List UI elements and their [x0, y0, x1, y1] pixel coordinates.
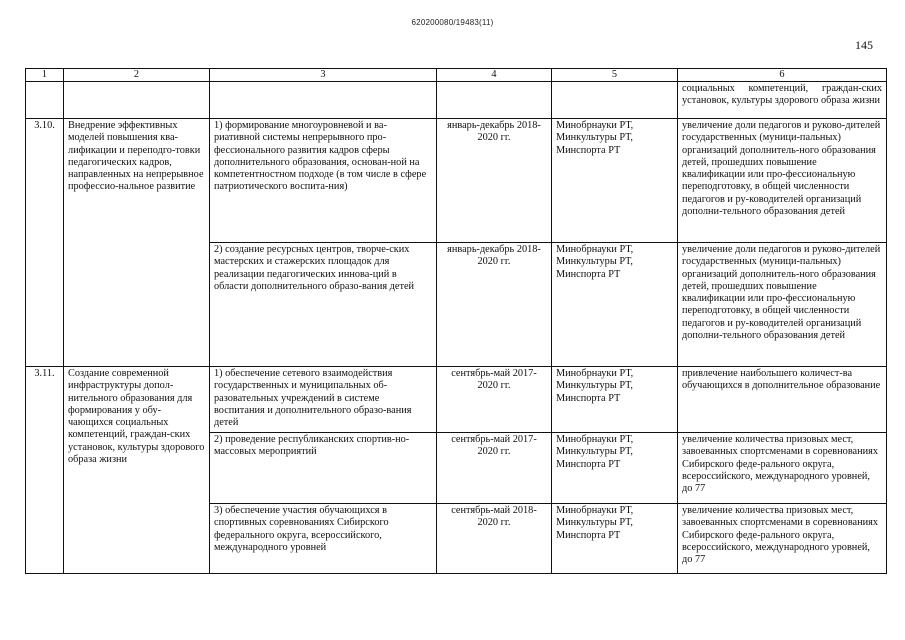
result-cell: увеличение количества призовых мест, завоеванных спортсменами в соревнованиях Сибирского феде-рального округа, всероссийского, международного уровней, до 77: [678, 504, 887, 574]
measure-cell: 1) обеспечение сетевого взаимодействия государственных и муниципальных об-разовательных учреждений в системе воспитания и дополнительного образо-вания детей: [210, 367, 437, 433]
executors-cell: Минобрнауки РТ, Минкультуры РТ, Минспорта РТ: [552, 504, 678, 574]
measure-cell: 1) формирование многоуровневой и ва-риативной системы непрерывного про-фессионального развития кадров сферы дополнительного образования, основан-ной на компетентностном подходе (в том числе в сфере патриотического воспита-ния): [210, 119, 437, 243]
activity-name: Внедрение эффективных моделей повышения ква-лификации и переподго-товки педагогических кадров, направленных на непрерывное профессио-нальное развитие: [64, 119, 210, 367]
period-cell: сентябрь-май 2017-2020 гг.: [437, 433, 552, 504]
plan-table: [25, 68, 887, 574]
table-row: [26, 119, 887, 243]
executors-cell: Минобрнауки РТ, Минкультуры РТ, Минспорта РТ: [552, 119, 678, 243]
result-cell: увеличение доли педагогов и руково-дителей государственных (муници-пальных) организаций дополнитель-ного образования детей, прошедших повышение квалификации или про-фессиональную переподготовку, в общей численности педагогов и ру-ководителей организаций дополни-тельного образования детей: [678, 243, 887, 367]
column-number-row: [26, 69, 887, 82]
item-number: 3.11.: [26, 367, 64, 574]
column-header: 4: [437, 69, 552, 82]
measure-cell: 2) создание ресурсных центров, творче-ских мастерских и стажерских площадок для реализации педагогических иннова-ций в области дополнительного образо-вания детей: [210, 243, 437, 367]
continuation-row: [26, 82, 887, 119]
column-header: 5: [552, 69, 678, 82]
executors-cell: Минобрнауки РТ, Минкультуры РТ, Минспорта РТ: [552, 367, 678, 433]
period-cell: январь-декабрь 2018-2020 гг.: [437, 243, 552, 367]
result-cell: привлечение наибольшего количест-ва обучающихся в дополнительное образование: [678, 367, 887, 433]
column-header: 6: [678, 69, 887, 82]
result-cell: увеличение количества призовых мест, завоеванных спортсменами в соревнованиях Сибирского феде-рального округа, всероссийского, международного уровней, до 77: [678, 433, 887, 504]
period-cell: сентябрь-май 2017-2020 гг.: [437, 367, 552, 433]
table-cell: [26, 82, 64, 119]
table-cell: [64, 82, 210, 119]
column-header: 3: [210, 69, 437, 82]
measure-cell: 3) обеспечение участия обучающихся в спортивных соревнованиях Сибирского федерального округа, всероссийского, международного уровней: [210, 504, 437, 574]
measure-cell: 2) проведение республиканских спортив-но-массовых мероприятий: [210, 433, 437, 504]
page-number: 145: [855, 38, 873, 52]
result-cell: увеличение доли педагогов и руково-дителей государственных (муници-пальных) организаций дополнитель-ного образования детей, прошедших повышение квалификации или про-фессиональную переподготовку, в общей численности педагогов и ру-ководителей организаций дополни-тельного образования детей: [678, 119, 887, 243]
column-header: 2: [64, 69, 210, 82]
period-cell: сентябрь-май 2018-2020 гг.: [437, 504, 552, 574]
column-header: 1: [26, 69, 64, 82]
document-code: 620200080/19483(11): [411, 18, 494, 27]
table-cell: [210, 82, 437, 119]
executors-cell: Минобрнауки РТ, Минкультуры РТ, Минспорта РТ: [552, 243, 678, 367]
period-cell: январь-декабрь 2018-2020 гг.: [437, 119, 552, 243]
activity-name: Создание современной инфраструктуры допол-нительного образования для формирования у обу-чающихся социальных компетенций, граждан-ских установок, культуры здорового образа жизни: [64, 367, 210, 574]
table-cell: [552, 82, 678, 119]
item-number: 3.10.: [26, 119, 64, 367]
executors-cell: Минобрнауки РТ, Минкультуры РТ, Минспорта РТ: [552, 433, 678, 504]
table-row: [26, 367, 887, 433]
result-cell: социальных компетенций, граждан-ских установок, культуры здорового образа жизни: [678, 82, 887, 119]
table-cell: [437, 82, 552, 119]
